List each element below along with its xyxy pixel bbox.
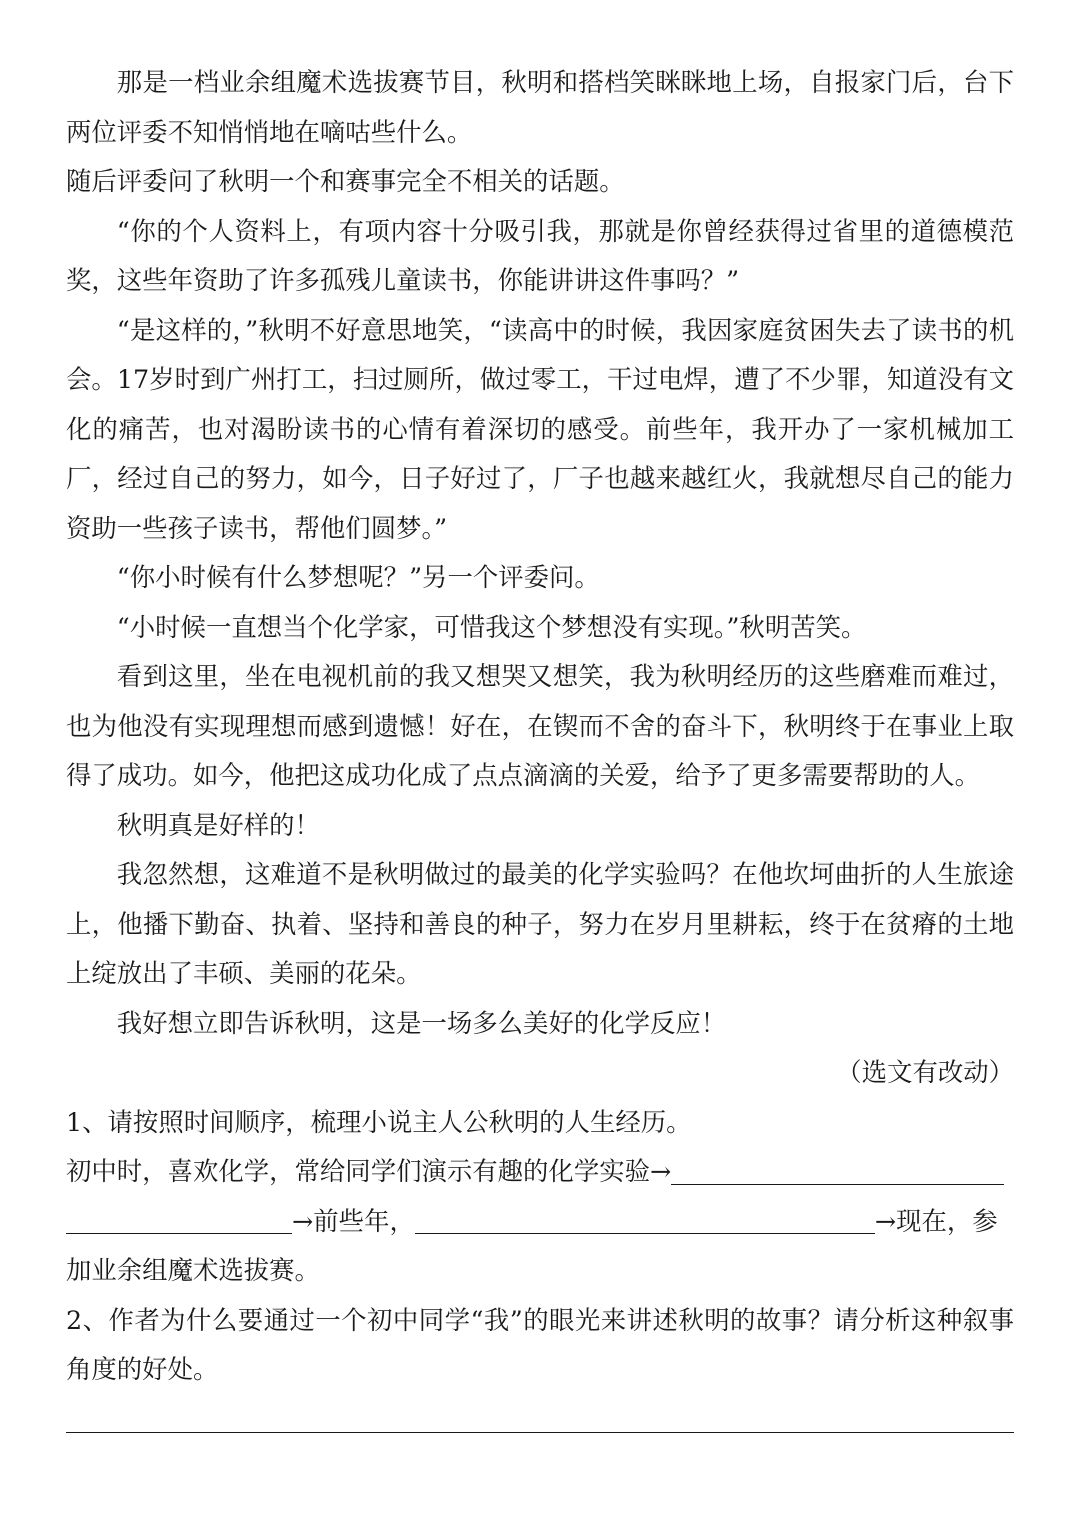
paragraph-6: “小时候一直想当个化学家，可惜我这个梦想没有实现。”秋明苦笑。 [116, 611, 867, 642]
answer-blank-1[interactable] [671, 1158, 1004, 1184]
paragraph-2: 随后评委问了秋明一个和赛事完全不相关的话题。 [66, 166, 625, 196]
paragraph-9: 我忽然想，这难道不是秋明做过的最美的化学实验吗？在他坎坷曲折的人生旅途上，他播下勤奋、执着、坚持和善良的种子，努力在岁月里耕耘，终于在贫瘠的土地上绽放出了丰硕、美丽的花朵。 [66, 859, 1014, 988]
answer-blank-3[interactable] [415, 1208, 875, 1234]
question-1-line-3: 加业余组魔术选拔赛。 [66, 1255, 320, 1285]
question-1-text-a: 初中时，喜欢化学，常给同学们演示有趣的化学实验→ [66, 1156, 672, 1186]
paragraph-3: “你的个人资料上，有项内容十分吸引我，那就是你曾经获得过省里的道德模范奖，这些年资助了许多孤残儿童读书，你能讲讲这件事吗？” [66, 215, 1014, 295]
question-1-text-c: 现在，参 [896, 1205, 998, 1236]
question-1-line-1 [66, 1147, 1014, 1197]
source-note: （选文有改动） [836, 1057, 1014, 1087]
question-1-line-2 [66, 1197, 1014, 1247]
paragraph-4: “是这样的，”秋明不好意思地笑，“读高中的时候，我因家庭贫困失去了读书的机会。17岁时到广州打工，扫过厕所，做过零工，干过电焊，遭了不少罪，知道没有文化的痛苦，也对渴盼读书的心情有着深切的感受。前些年，我开办了一家机械加工厂，经过自己的努力，如今，日子好过了，厂子也越来越红火，我就想尽自己的能力资助一些孩子读书，帮他们圆梦。” [66, 314, 1014, 543]
paragraph-8: 秋明真是好样的！ [116, 809, 320, 840]
paragraph-5: “你小时候有什么梦想呢？”另一个评委问。 [116, 562, 600, 592]
answer-blank-2[interactable] [66, 1208, 292, 1234]
arrow-1: → [292, 1205, 314, 1236]
question-2-prompt: 2、作者为什么要通过一个初中同学“我”的眼光来讲述秋明的故事？请分析这种叙事角度的好处。 [66, 1304, 1014, 1384]
paragraph-10: 我好想立即告诉秋明，这是一场多么美好的化学反应！ [116, 1007, 727, 1038]
arrow-2: → [874, 1205, 897, 1236]
question-1-prompt: 1、请按照时间顺序，梳理小说主人公秋明的人生经历。 [66, 1106, 692, 1137]
answer-line-q2[interactable] [66, 1432, 1014, 1433]
question-1-text-b: 前些年， [313, 1205, 415, 1236]
document-page [66, 58, 1014, 1395]
paragraph-7: 看到这里，坐在电视机前的我又想哭又想笑，我为秋明经历的这些磨难而难过，也为他没有实现理想而感到遗憾！好在，在锲而不舍的奋斗下，秋明终于在事业上取得了成功。如今，他把这成功化成了点点滴滴的关爱，给予了更多需要帮助的人。 [66, 661, 1014, 790]
paragraph-1: 那是一档业余组魔术选拔赛节目，秋明和搭档笑眯眯地上场，自报家门后，台下两位评委不知悄悄地在嘀咕些什么。 [66, 67, 1014, 147]
